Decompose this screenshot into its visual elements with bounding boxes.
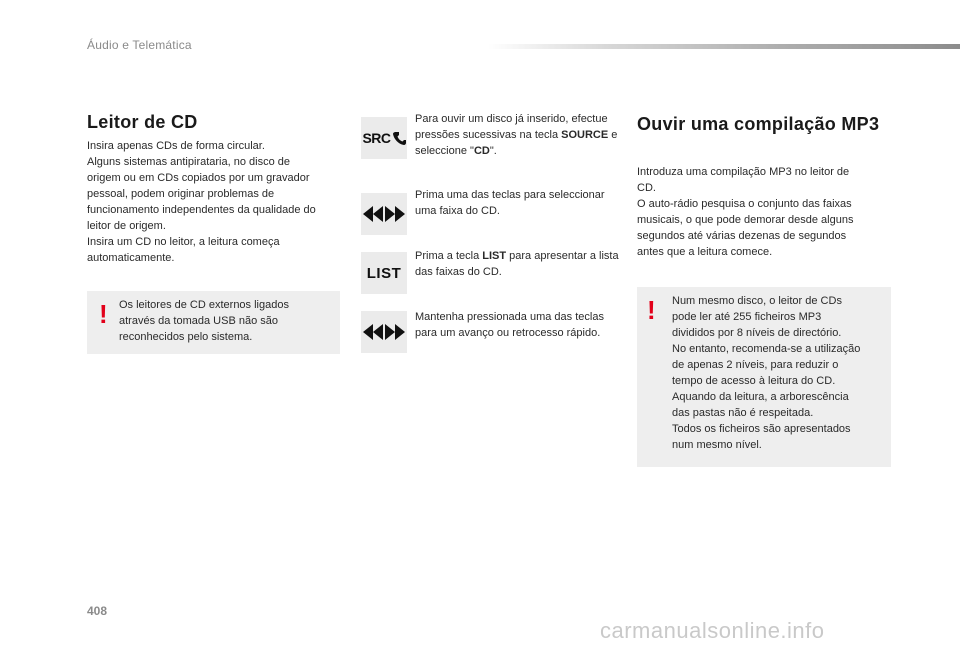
step-fast-seek-text: Mantenha pressionada uma das teclas para um avanço ou retrocesso rápido. (415, 311, 604, 339)
note-text-usb: Os leitores de CD externos ligados através da tomada USB não são reconhecidos pelo sistema. (119, 299, 289, 343)
note-text-mp3: Num mesmo disco, o leitor de CDs pode ler até 255 ficheiros MP3 divididos por 8 níveis de directório. No entanto, recomenda-se a utilização de apenas 2 níveis, para reduzir o tempo de acesso à leitura do CD. Aquando da leitura, a arborescência das pastas não é respeitada. Todos os ficheiros são apresentados num mesmo nível. (672, 295, 861, 451)
section-title-mp3: Ouvir uma compilação MP3 (637, 114, 880, 134)
prev-next-icon (363, 206, 405, 222)
watermark: carmanualsonline.info (600, 618, 825, 643)
prev-next-icon (363, 324, 405, 340)
prev-next-button-tile-2 (361, 311, 407, 353)
header-title: Áudio e Telemática (87, 38, 192, 52)
step-source-key: SOURCE (561, 129, 609, 141)
phone-icon (393, 131, 406, 146)
list-button-tile (361, 252, 407, 294)
step-source-text: Para ouvir um disco já inserido, efectue pressões sucessivas na tecla SOURCE e seleccione "CD". (415, 113, 618, 157)
section-title-cd-player: Leitor de CD (87, 112, 198, 132)
step-list-text: Prima a tecla LIST para apresentar a lista das faixas do CD. (415, 250, 619, 278)
src-button-tile (361, 117, 407, 159)
note-box-mp3 (637, 287, 891, 467)
page-number: 408 (87, 604, 108, 618)
mp3-body: Introduza uma compilação MP3 no leitor de CD. O auto-rádio pesquisa o conjunto das faixas musicais, o que pode demorar desde alguns segundos até várias dezenas de segundos antes que a leitura comece. (637, 166, 854, 258)
prev-next-button-tile-1 (361, 193, 407, 235)
step-list-key: LIST (482, 250, 507, 262)
step-source-mode: CD (473, 145, 490, 157)
note-box-usb (87, 291, 340, 354)
step-select-track-text: Prima uma das teclas para seleccionar uma faixa do CD. (415, 189, 605, 217)
src-button-label: SRC (362, 130, 405, 146)
cd-player-body: Insira apenas CDs de forma circular. Alguns sistemas antipirataria, no disco de origem ou em CDs copiados por um gravador pessoal, podem originar problemas de funcionamento independentes da qualidade do leitor de origem. Insira um CD no leitor, a leitura começa automaticamente. (87, 140, 316, 264)
warning-icon: ! (99, 299, 108, 329)
header-bar (488, 44, 960, 49)
warning-icon: ! (647, 295, 656, 325)
list-button-label: LIST (366, 264, 402, 282)
